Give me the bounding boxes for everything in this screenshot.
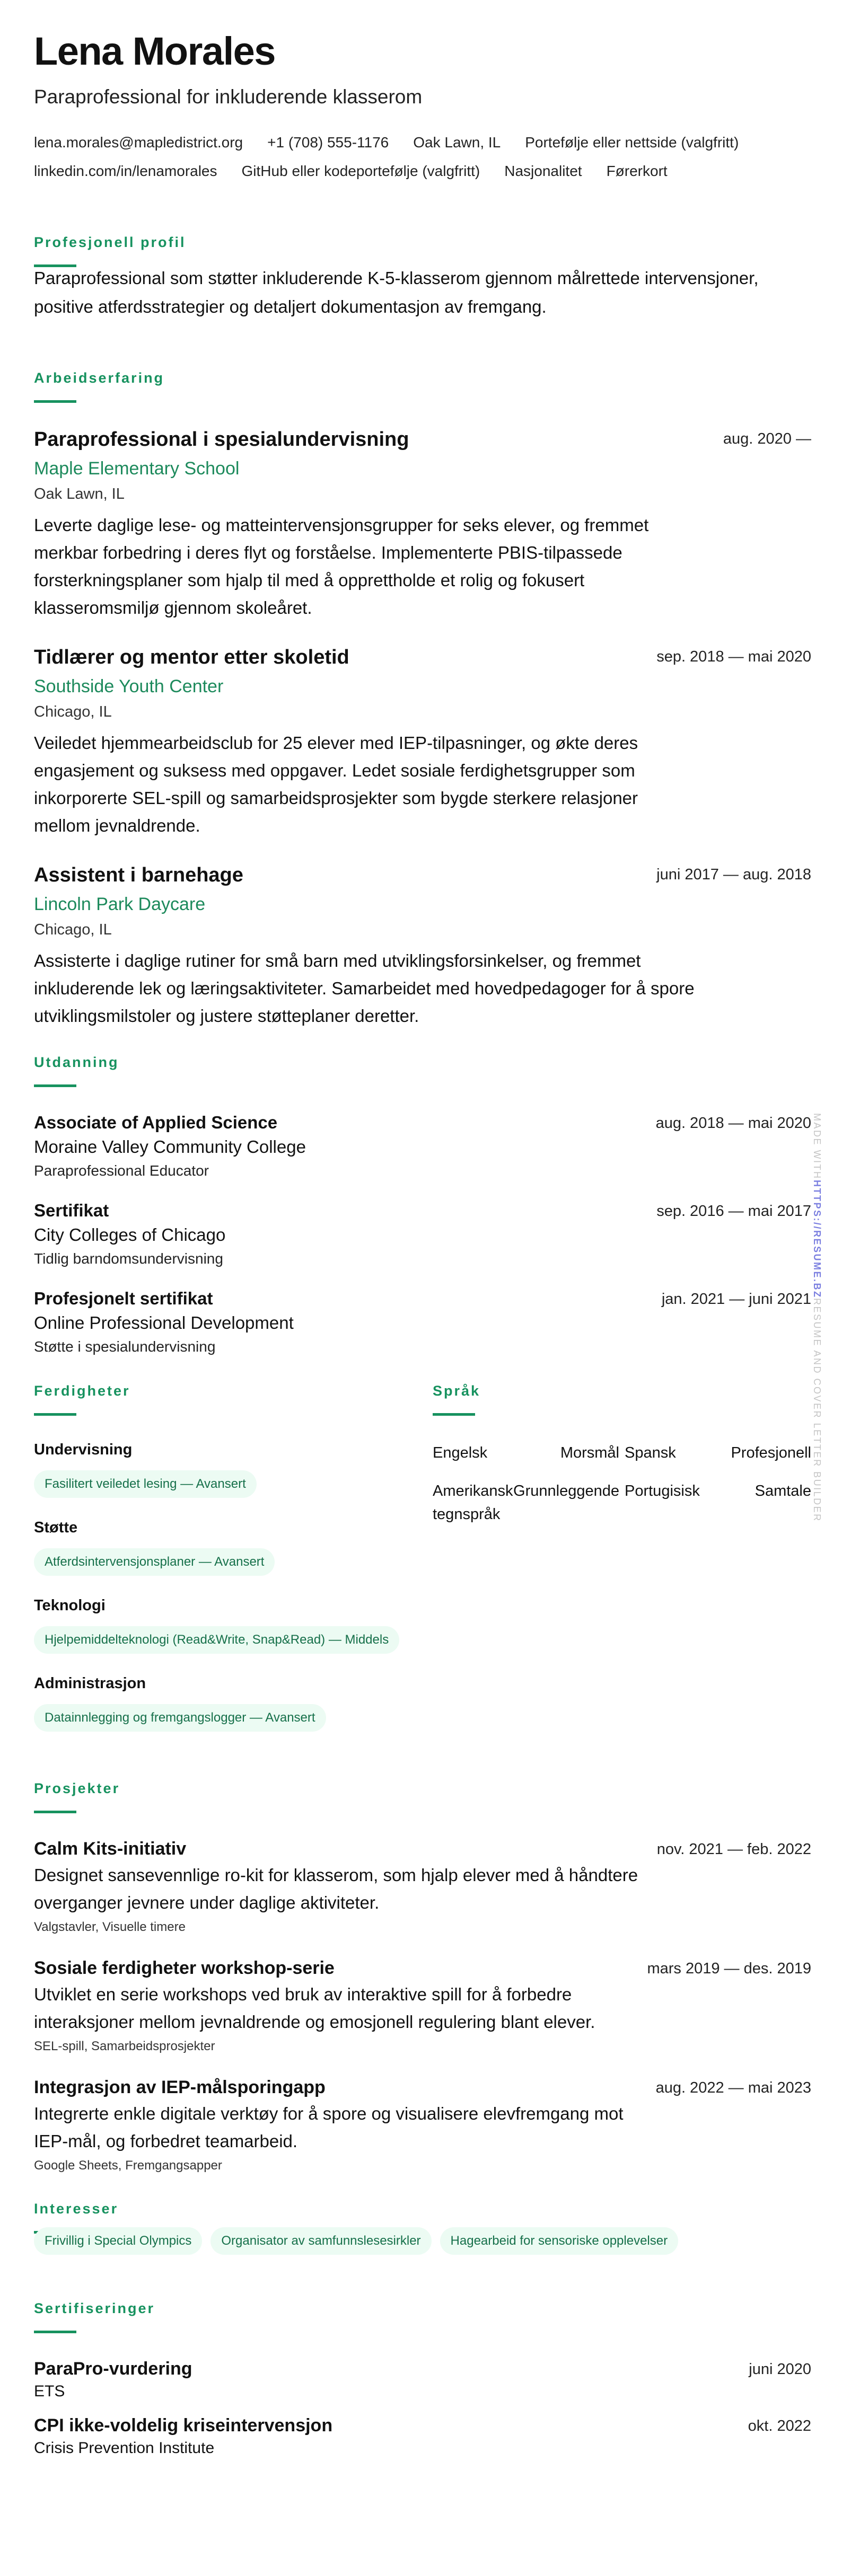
education-date: aug. 2018 — mai 2020 (655, 1114, 811, 1132)
skill-category: Teknologi (34, 1596, 106, 1614)
section-rule (34, 400, 76, 403)
job-date: aug. 2020 — (723, 430, 811, 447)
project-date: mars 2019 — des. 2019 (647, 1960, 811, 1977)
project-title: Calm Kits-initiativ (34, 1838, 187, 1859)
interests-section (34, 2201, 811, 2255)
job-entry (34, 864, 811, 1030)
project-title: Integrasjon av IEP-målsporingapp (34, 2077, 326, 2097)
certification-header (34, 2415, 811, 2436)
skill-chip-wrap (34, 1615, 433, 1654)
job-company: Lincoln Park Daycare (34, 894, 206, 914)
skill-group (34, 1675, 433, 1732)
project-description: Integrerte enkle digitale verktøy for å spore og visualisere elevfremgang mot IEP-mål, og forbedret teamarbeid. (34, 2103, 624, 2151)
project-description: Designet sansevennlige ro-kit for klasserom, som hjalp elever med å håndtere overganger jevnere under daglige aktiviteter. (34, 1865, 638, 1912)
certification-entry (34, 2359, 811, 2401)
project-header (34, 1958, 811, 1979)
watermark-link[interactable]: HTTPS://RESUME.BZ (812, 1179, 822, 1299)
section-rule (433, 1413, 475, 1416)
education-field: Paraprofessional Educator (34, 1162, 209, 1179)
education-date: jan. 2021 — juni 2021 (661, 1290, 811, 1308)
education-school: City Colleges of Chicago (34, 1224, 226, 1245)
education-header (34, 1113, 811, 1133)
education-school: Online Professional Development (34, 1312, 294, 1333)
skill-chip: Fasilitert veiledet lesing — Avansert (34, 1470, 257, 1498)
language-name: Portugisisk (625, 1482, 700, 1499)
candidate-name: Lena Morales (34, 29, 275, 73)
contact-email[interactable]: lena.morales@mapledistrict.org (34, 134, 243, 151)
contact-location: Oak Lawn, IL (413, 134, 501, 151)
section-heading: Arbeidserfaring (34, 369, 165, 386)
job-location: Chicago, IL (34, 921, 112, 938)
section-rule (34, 1811, 76, 1813)
language-level: Profesjonell (731, 1444, 811, 1461)
skill-chip: Datainnlegging og fremgangslogger — Avansert (34, 1704, 326, 1732)
section-rule (34, 1413, 76, 1416)
skill-chip: Atferdsintervensjonsplaner — Avansert (34, 1548, 275, 1576)
language-item (625, 1441, 811, 1465)
certification-entry (34, 2415, 811, 2457)
education-entry (34, 1201, 811, 1267)
section-rule (34, 1084, 76, 1087)
project-description: Utviklet en serie workshops ved bruk av interaktive spill for å forbedre interaksjoner mellom jevnaldrende og emosjonell regulering blant elever. (34, 1984, 595, 2032)
contact-github: GitHub eller kodeportefølje (valgfritt) (241, 162, 480, 179)
job-entry (34, 646, 811, 840)
certification-issuer: Crisis Prevention Institute (34, 2439, 215, 2457)
skill-category: Undervisning (34, 1441, 133, 1458)
language-level: Samtale (755, 1482, 811, 1499)
skill-category: Administrasjon (34, 1674, 146, 1692)
education-field: Støtte i spesialundervisning (34, 1338, 216, 1355)
education-list (34, 1113, 811, 1355)
language-item (433, 1441, 619, 1465)
interest-chip: Frivillig i Special Olympics (34, 2227, 202, 2255)
certification-header (34, 2359, 811, 2379)
education-header (34, 1201, 811, 1221)
education-date: sep. 2016 — mai 2017 (656, 1202, 811, 1220)
skill-chip-wrap (34, 1537, 433, 1576)
skills-languages-row (34, 1383, 811, 1753)
language-level: Morsmål (560, 1444, 619, 1461)
watermark (811, 1113, 822, 1522)
project-title: Sosiale ferdigheter workshop-serie (34, 1957, 335, 1978)
skill-group (34, 1519, 433, 1576)
section-heading: Ferdigheter (34, 1382, 130, 1399)
experience-section (34, 370, 811, 1030)
resume-header (34, 31, 811, 186)
job-location: Chicago, IL (34, 703, 112, 720)
contact-nationality: Nasjonalitet (504, 162, 582, 179)
education-section (34, 1054, 811, 1355)
profile-section (34, 234, 811, 321)
section-heading: Utdanning (34, 1054, 119, 1070)
contact-linkedin[interactable]: linkedin.com/in/lenamorales (34, 162, 217, 179)
certification-date: okt. 2022 (748, 2417, 811, 2434)
skill-list (34, 1441, 433, 1732)
project-entry (34, 1958, 811, 2054)
language-name: Spansk (625, 1444, 676, 1461)
project-list (34, 1839, 811, 2173)
job-description: Veiledet hjemmearbeidsclub for 25 elever med IEP-tilpasninger, og økte deres engasjement og suksess med oppgaver. Ledet sosiale ferdighetsgrupper som inkorporerte SEL-spill og samarbeidsprosjekter som bygde sterkere relasjoner mellom jevnaldrende. (34, 733, 638, 835)
project-tools: Valgstavler, Visuelle timere (34, 1919, 186, 1934)
profile-text: Paraprofessional som støtter inkluderende K-5-klasserom gjennom målrettede intervensjoner, positive atferdsstrategier og detaljert dokumentasjon av fremgang. (34, 268, 759, 316)
section-heading: Profesjonell profil (34, 234, 186, 250)
contact-portfolio: Portefølje eller nettside (valgfritt) (525, 134, 739, 151)
job-title: Assistent i barnehage (34, 863, 243, 886)
section-heading: Sertifiseringer (34, 2300, 155, 2316)
project-date: aug. 2022 — mai 2023 (655, 2079, 811, 2096)
job-description: Assisterte i daglige rutiner for små barn med utviklingsforsinkelser, og fremmet inkluderende lek og læringsaktiviteter. Samarbeidet med hovedpedagoger for å spore utviklingsmilstoler og justere støtteplaner deretter. (34, 950, 695, 1026)
language-list (433, 1441, 811, 1526)
job-date: sep. 2018 — mai 2020 (656, 648, 811, 665)
skills-section (34, 1383, 433, 1753)
job-company: Southside Youth Center (34, 676, 224, 696)
job-header (34, 864, 811, 887)
job-entry (34, 428, 811, 622)
language-item (625, 1479, 811, 1526)
skill-group (34, 1441, 433, 1498)
education-field: Tidlig barndomsundervisning (34, 1250, 223, 1267)
job-header (34, 428, 811, 451)
languages-section (433, 1383, 811, 1753)
projects-section (34, 1780, 811, 2173)
job-company: Maple Elementary School (34, 458, 240, 479)
job-title: Tidlærer og mentor etter skoletid (34, 646, 349, 668)
project-header (34, 2077, 811, 2098)
skill-chip-wrap (34, 1459, 433, 1498)
language-name: Engelsk (433, 1444, 488, 1461)
contact-license: Førerkort (606, 162, 668, 179)
skill-category: Støtte (34, 1519, 78, 1536)
skill-group (34, 1597, 433, 1654)
watermark-suffix: RESUME AND COVER LETTER BUILDER (812, 1298, 822, 1522)
certification-list (34, 2359, 811, 2457)
project-tools: SEL-spill, Samarbeidsprosjekter (34, 2039, 215, 2053)
education-degree: Profesjonelt sertifikat (34, 1288, 213, 1308)
interest-list (34, 2227, 811, 2255)
project-entry (34, 1839, 811, 1935)
certifications-section (34, 2300, 811, 2457)
education-entry (34, 1113, 811, 1179)
section-heading: Interesser (34, 2200, 119, 2217)
project-entry (34, 2077, 811, 2173)
watermark-prefix: MADE WITH (812, 1113, 822, 1180)
education-school: Moraine Valley Community College (34, 1136, 306, 1157)
education-entry (34, 1289, 811, 1355)
job-title: Paraprofessional i spesialundervisning (34, 428, 409, 451)
certification-issuer: ETS (34, 2382, 65, 2400)
education-degree: Sertifikat (34, 1200, 109, 1220)
section-heading: Prosjekter (34, 1780, 120, 1796)
job-location: Oak Lawn, IL (34, 485, 125, 502)
language-level: Grunnleggende (513, 1482, 619, 1499)
section-rule (34, 2331, 76, 2333)
skill-chip: Hjelpemiddelteknologi (Read&Write, Snap&Read) — Middels (34, 1626, 399, 1654)
certification-title: CPI ikke-voldelig kriseintervensjon (34, 2415, 333, 2436)
project-date: nov. 2021 — feb. 2022 (656, 1840, 811, 1858)
skill-chip-wrap (34, 1692, 433, 1732)
candidate-title: Paraprofessional for inkluderende klasserom (34, 85, 423, 108)
job-list (34, 428, 811, 1030)
contact-phone: +1 (708) 555-1176 (267, 134, 389, 151)
certification-date: juni 2020 (749, 2360, 811, 2378)
job-description: Leverte daglige lese- og matteintervensjonsgrupper for seks elever, og fremmet merkbar forbedring i deres flyt og forståelse. Implementerte PBIS-tilpassede forsterkningsplaner som hjalp til med å opprettholde et rolig og fokusert klasseromsmiljø gjennom skoleåret. (34, 515, 649, 617)
interest-chip: Hagearbeid for sensoriske opplevelser (440, 2227, 679, 2255)
project-tools: Google Sheets, Fremgangsapper (34, 2158, 222, 2173)
education-header (34, 1289, 811, 1309)
education-degree: Associate of Applied Science (34, 1112, 278, 1132)
interest-chip: Organisator av samfunnslesesirkler (210, 2227, 431, 2255)
contact-list (34, 128, 813, 186)
section-heading: Språk (433, 1382, 481, 1399)
project-header (34, 1839, 811, 1859)
job-header (34, 646, 811, 669)
language-name: Amerikansk tegnspråk (433, 1482, 513, 1523)
job-date: juni 2017 — aug. 2018 (656, 866, 811, 883)
certification-title: ParaPro-vurdering (34, 2358, 192, 2379)
language-item (433, 1479, 619, 1526)
